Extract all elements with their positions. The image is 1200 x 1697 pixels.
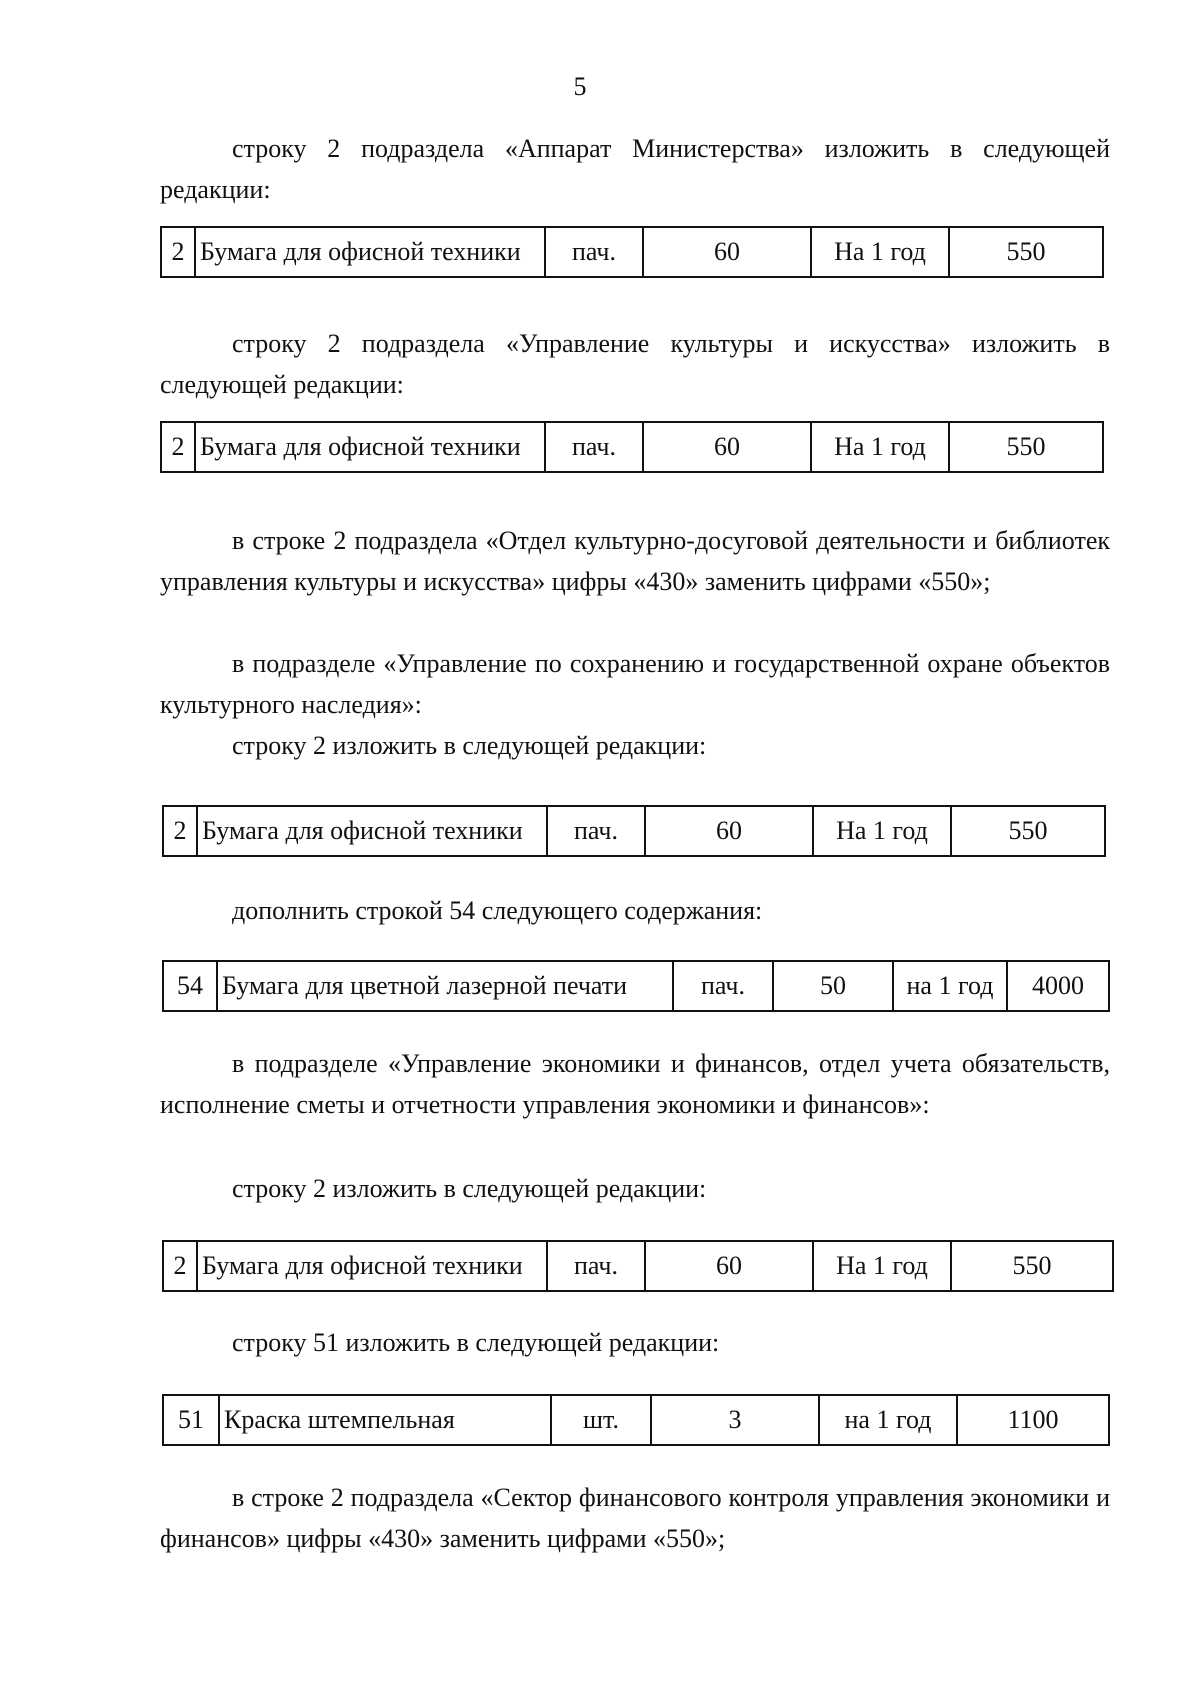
cell-unit: пач. (545, 227, 643, 277)
paragraph-heritage-row2: строку 2 изложить в следующей редакции: (232, 731, 707, 760)
cell-quantity: 3 (651, 1395, 819, 1445)
table-row-heritage (162, 805, 1106, 857)
cell-item: Бумага для цветной лазерной печати (217, 961, 673, 1011)
cell-price: 550 (949, 227, 1103, 277)
cell-period: На 1 год (811, 227, 949, 277)
cell-period: На 1 год (811, 422, 949, 472)
cell-number: 51 (163, 1395, 219, 1445)
cell-item: Краска штемпельная (219, 1395, 551, 1445)
cell-item: Бумага для офисной техники (195, 227, 545, 277)
paragraph-financial-control: в строке 2 подраздела «Сектор финансового контроля управления экономики и финансов» цифры «430» заменить цифрами «550»; (160, 1483, 1110, 1553)
paragraph-culture: строку 2 подраздела «Управление культуры и искусства» изложить в следующей редакции: (160, 329, 1110, 399)
paragraph-economics: в подразделе «Управление экономики и финансов, отдел учета обязательств, исполнение сметы и отчетности управления экономики и финансов»: (160, 1049, 1110, 1119)
cell-period: на 1 год (893, 961, 1007, 1011)
cell-number: 2 (163, 1241, 197, 1291)
cell-quantity: 50 (773, 961, 893, 1011)
cell-price: 4000 (1007, 961, 1109, 1011)
paragraph-leisure-department: в строке 2 подраздела «Отдел культурно-досуговой деятельности и библиотек управления культуры и искусства» цифры «430» заменить цифрами «550»; (160, 526, 1110, 596)
cell-period: на 1 год (819, 1395, 957, 1445)
paragraph-apparatus: строку 2 подраздела «Аппарат Министерства» изложить в следующей редакции: (160, 134, 1110, 204)
cell-price: 550 (951, 806, 1105, 856)
cell-price: 1100 (957, 1395, 1109, 1445)
cell-quantity: 60 (645, 806, 813, 856)
table-row-54 (162, 960, 1110, 1012)
cell-period: На 1 год (813, 806, 951, 856)
cell-item: Бумага для офисной техники (197, 1241, 547, 1291)
paragraph-add-row54: дополнить строкой 54 следующего содержания: (232, 896, 763, 925)
cell-period: На 1 год (813, 1241, 951, 1291)
cell-quantity: 60 (645, 1241, 813, 1291)
cell-item: Бумага для офисной техники (197, 806, 547, 856)
page-number: 5 (573, 72, 587, 101)
cell-unit: пач. (547, 806, 645, 856)
paragraph-row51: строку 51 изложить в следующей редакции: (232, 1328, 720, 1357)
cell-unit: пач. (673, 961, 773, 1011)
table-row-51 (162, 1394, 1110, 1446)
paragraph-heritage: в подразделе «Управление по сохранению и государственной охране объектов культурного наследия»: (160, 649, 1110, 719)
cell-number: 2 (163, 806, 197, 856)
cell-number: 2 (161, 422, 195, 472)
cell-unit: пач. (547, 1241, 645, 1291)
paragraph-economics-row2: строку 2 изложить в следующей редакции: (232, 1174, 707, 1203)
cell-item: Бумага для офисной техники (195, 422, 545, 472)
cell-number: 2 (161, 227, 195, 277)
table-row-culture (160, 421, 1104, 473)
cell-number: 54 (163, 961, 217, 1011)
cell-unit: пач. (545, 422, 643, 472)
table-row-economics (162, 1240, 1114, 1292)
table-row-apparatus (160, 226, 1104, 278)
cell-unit: шт. (551, 1395, 651, 1445)
cell-quantity: 60 (643, 227, 811, 277)
cell-price: 550 (949, 422, 1103, 472)
cell-quantity: 60 (643, 422, 811, 472)
cell-price: 550 (951, 1241, 1113, 1291)
